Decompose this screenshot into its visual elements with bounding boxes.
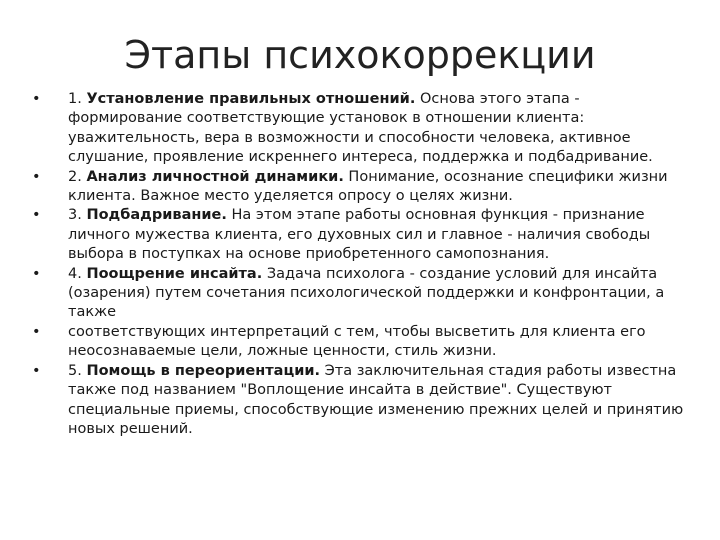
list-item (30, 168, 695, 207)
item-heading: Помощь в переориентации. (86, 362, 321, 379)
bullet-icon: • (32, 362, 41, 379)
slide-title: Этапы психокоррекции (124, 33, 596, 77)
list-item (30, 265, 695, 323)
item-text: Понимание, осознание специфики жизни клиента. Важное место уделяется опросу о целях жизни. (68, 168, 668, 205)
item-heading: Установление правильных отношений. (86, 91, 416, 107)
item-text: соответствующих интерпретаций с тем, чтобы высветить для клиента его неосознаваемые цели, ложные ценности, стиль жизни. (68, 323, 646, 360)
item-number: 2. (68, 168, 87, 185)
bullet-icon: • (32, 265, 41, 282)
item-number: 5. (68, 362, 87, 379)
item-heading: Подбадривание. (86, 207, 227, 224)
item-number: 1. (68, 91, 87, 107)
list-item (30, 323, 695, 362)
item-text: Эта заключительная стадия работы известна также под названием "Воплощение инсайта в действие". Существуют специальные приемы, способствующие изменению прежних целей и принятию новых решений. (68, 362, 684, 437)
item-text: Задача психолога - создание условий для инсайта (озарения) путем сочетания психологической поддержки и конфронтации, а также (68, 265, 665, 321)
bullet-icon: • (32, 91, 41, 107)
bullet-icon: • (32, 168, 41, 185)
item-number: 3. (68, 207, 87, 224)
item-number: 4. (68, 265, 87, 282)
item-text: Основа этого этапа - формирование соответствующие установок в отношении клиента: уважительность, вера в возможности и способности человека, активное слушание, проявление искреннего интереса, поддержка и подбадривание. (68, 91, 653, 166)
bullet-list (30, 90, 695, 439)
bullet-icon: • (32, 323, 41, 340)
list-item (30, 90, 695, 168)
list-item (30, 206, 695, 264)
bullet-icon: • (32, 207, 41, 224)
item-heading: Анализ личностной динамики. (86, 168, 344, 185)
list-item (30, 362, 695, 440)
item-text: На этом этапе работы основная функция - признание личного мужества клиента, его духовных сил и главное - наличия свободы выбора в поступках на основе приобретенного самопознания. (68, 207, 651, 263)
item-heading: Поощрение инсайта. (86, 265, 263, 282)
